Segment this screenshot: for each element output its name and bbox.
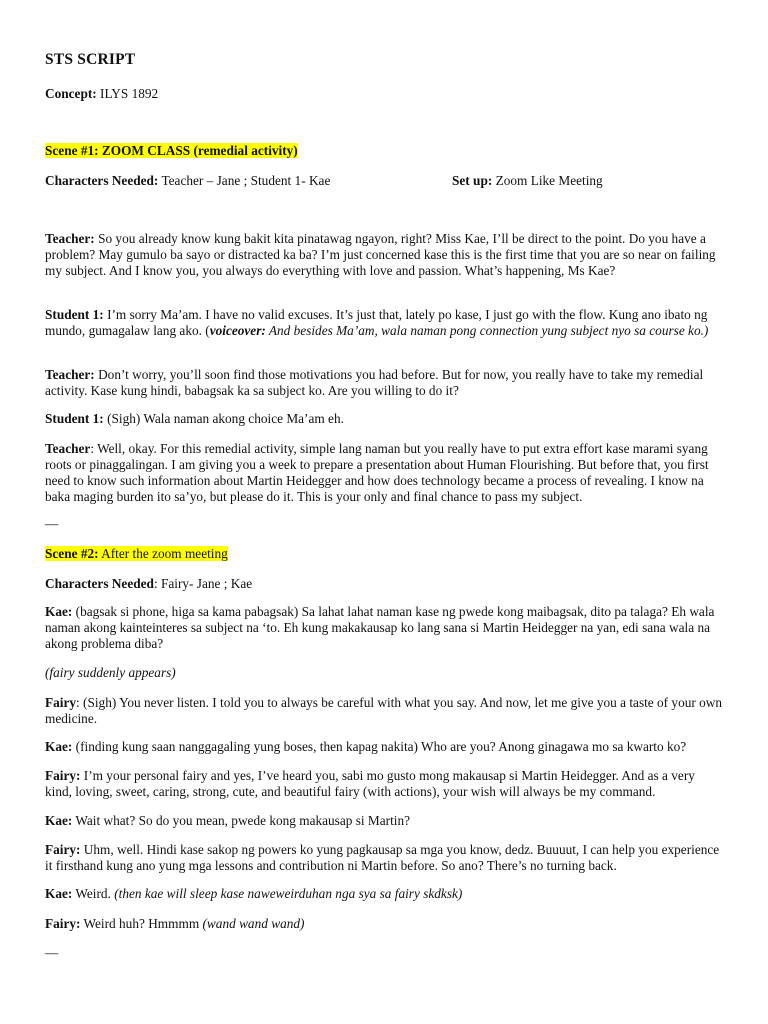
scene-1-characters-label: Characters Needed:	[45, 173, 159, 188]
script-line	[45, 307, 725, 339]
script-line	[45, 739, 725, 755]
dialogue-text: Don’t worry, you’ll soon find those motivations you had before. But for now, you really have to take my remedial activity. Kase kung hindi, babagsak ka sa subject ko. Are you willing to do it?	[45, 367, 704, 398]
concept-value: ILYS 1892	[100, 86, 159, 101]
dialogue-text: : (Sigh) You never listen. I told you to always be careful with what you say. And now, let me give you a taste of your own medicine.	[45, 695, 723, 726]
dialogue-text: (bagsak si phone, higa sa kama pabagsak) Sa lahat lahat naman kase ng pwede kong maibagsak, dito pa talaga? Eh wala naman akong kainteinteres sa subject na ‘to. Eh kung makakausap ko lang sana si Martin Heidegger na yan, edi sana wala na akong problema diba?	[45, 604, 715, 651]
scene-1-characters	[45, 173, 330, 189]
script-line	[45, 916, 725, 932]
speaker-name: Fairy:	[45, 842, 81, 857]
dialogue-text: Wait what? So do you mean, pwede kong makausap si Martin?	[75, 813, 411, 828]
script-line	[45, 813, 725, 829]
speaker-name: Teacher:	[45, 231, 95, 246]
script-line	[45, 231, 725, 279]
scene-separator: —	[45, 516, 59, 531]
script-line	[45, 441, 725, 505]
scene-1-heading	[45, 143, 298, 159]
dialogue-text: Uhm, well. Hindi kase sakop ng powers ko yung pagkausap sa mga you know, dedz. Buuuut, I can help you experience it firsthand kung ano yung mga lessons and contribution ni Martin before. So ano? There’s no turning back.	[45, 842, 720, 873]
scene-2-heading-text	[45, 546, 228, 561]
speaker-name: Kae:	[45, 813, 73, 828]
scene-separator: —	[45, 945, 59, 960]
concept-label: Concept:	[45, 86, 97, 101]
speaker-name: Fairy:	[45, 916, 81, 931]
scene-1-setup-label: Set up:	[452, 173, 493, 188]
stage-direction: (fairy suddenly appears)	[45, 665, 176, 680]
speaker-name: Teacher:	[45, 367, 95, 382]
script-line	[45, 367, 725, 399]
voiceover-text: And besides Ma’am, wala naman pong connection yung subject nyo sa course ko.)	[265, 323, 709, 338]
scene-2-characters-value: : Fairy- Jane ; Kae	[153, 576, 253, 591]
script-line	[45, 604, 725, 652]
concept-line	[45, 86, 158, 102]
speaker-name: Fairy	[45, 695, 77, 710]
speaker-name: Kae:	[45, 739, 73, 754]
dialogue-text: : Well, okay. For this remedial activity, simple lang naman but you really have to put extra effort kase marami syang roots or pinaggalingan. I am giving you a week to prepare a presentation about Human Flourishing. But before that, you first need to know such information about Martin Heidegger and how does technology became a process of revealing. I know na baka maging burden ito sa’yo, but please do it. This is your only and final chance to pass my subject.	[45, 441, 709, 504]
speaker-name: Teacher	[45, 441, 91, 456]
scene-1-setup	[452, 173, 603, 189]
script-line	[45, 842, 725, 874]
voiceover-label: voiceover:	[209, 323, 266, 338]
scene-2-heading	[45, 546, 228, 562]
scene-1-characters-value: Teacher – Jane ; Student 1- Kae	[161, 173, 331, 188]
script-line	[45, 411, 725, 427]
speaker-name: Fairy:	[45, 768, 81, 783]
stage-direction: (then kae will sleep kase naweweirduhan nga sya sa fairy skdksk)	[114, 886, 463, 901]
document-title: STS SCRIPT	[45, 51, 136, 68]
scene-2-heading-title: After the zoom meeting	[98, 546, 228, 561]
dialogue-text: I’m sorry Ma’am. I have no valid excuses. It’s just that, lately po kase, I just go with the flow. Kung ano ibato ng mundo, gumagalaw lang ako. (	[45, 307, 708, 338]
scene-2-heading-number: Scene #2:	[45, 546, 99, 561]
dialogue-text: So you already know kung bakit kita pinatawag ngayon, right? Miss Kae, I’ll be direct to the point. Do you have a problem? May gumulo ba sayo or distracted ka ba? I’m just concerned kase this is the first time that you are so near on failing my subject. And I know you, you always do everything with love and passion. What’s happening, Ms Kae?	[45, 231, 716, 278]
speaker-name: Student 1:	[45, 411, 104, 426]
speaker-name: Kae:	[45, 604, 73, 619]
script-line	[45, 886, 725, 902]
scene-2-characters	[45, 576, 252, 592]
dialogue-text: (finding kung saan nanggagaling yung boses, then kapag nakita) Who are you? Anong ginagawa mo sa kwarto ko?	[75, 739, 687, 754]
scene-1-heading-text: Scene #1: ZOOM CLASS (remedial activity)	[45, 143, 298, 158]
script-line	[45, 695, 725, 727]
speaker-name: Student 1:	[45, 307, 104, 322]
dialogue-text: (Sigh) Wala naman akong choice Ma’am eh.	[107, 411, 344, 426]
speaker-name: Kae:	[45, 886, 73, 901]
dialogue-text: Weird.	[75, 886, 115, 901]
scene-1-setup-value: Zoom Like Meeting	[495, 173, 603, 188]
scene-2-characters-label: Characters Needed	[45, 576, 154, 591]
dialogue-text: Weird huh? Hmmmm	[83, 916, 203, 931]
dialogue-text: I’m your personal fairy and yes, I’ve heard you, sabi mo gusto mong makausap si Martin Heidegger. And as a very kind, loving, sweet, caring, strong, cute, and beautiful fairy (with actions), your wish will always be my command.	[45, 768, 695, 799]
script-line	[45, 768, 725, 800]
stage-direction: (wand wand wand)	[202, 916, 305, 931]
